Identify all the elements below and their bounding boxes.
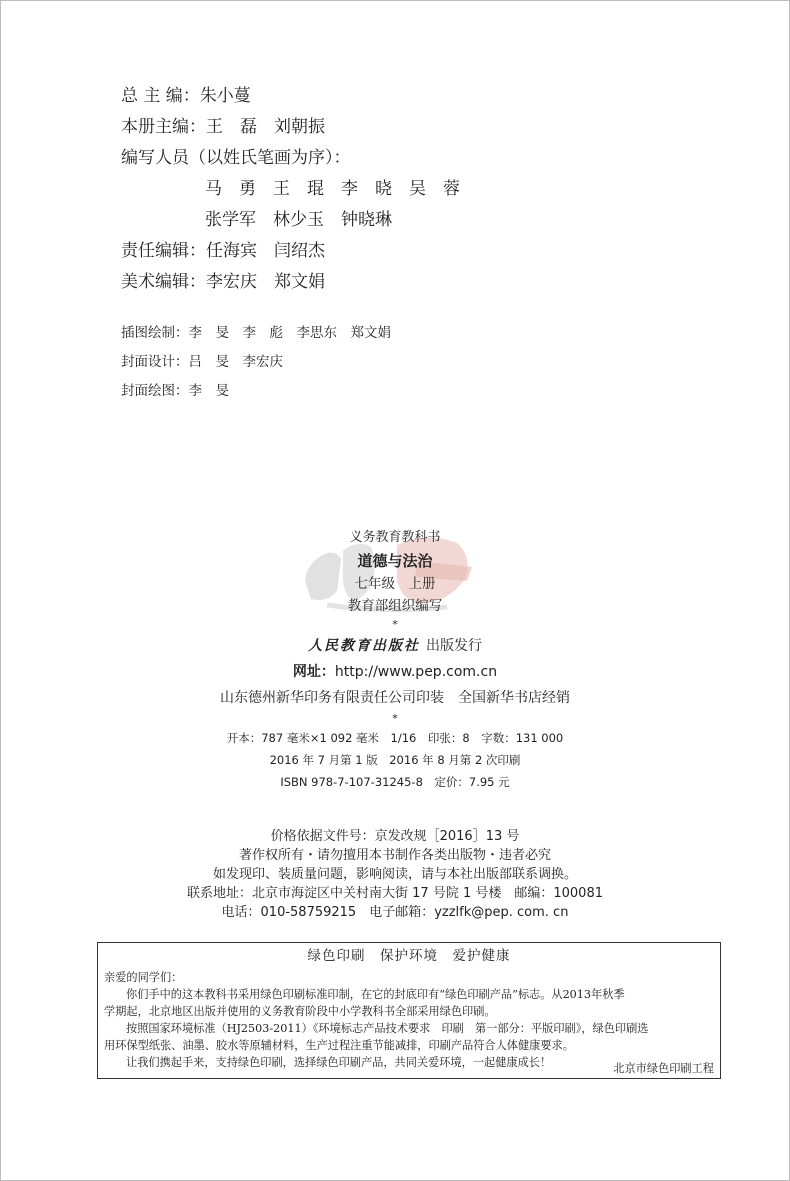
separator-star: * [392, 618, 398, 631]
credit-line: 美术编辑：李宏庆 郑文娟 [121, 272, 325, 292]
credit-line: 责任编辑：任海宾 闫绍杰 [121, 241, 325, 261]
credit-line: 本册主编：王 磊 刘朝振 [121, 117, 325, 137]
notice-signature: 北京市绿色印刷工程 [613, 1062, 714, 1075]
notice-line: 用环保型纸张、油墨、胶水等原辅材料，生产过程注重节能减排，印刷产品符合人体健康要求。 [104, 1039, 574, 1052]
rights-line: 如发现印、装质量问题，影响阅读，请与本社出版部联系调换。 [212, 867, 577, 882]
credit-line: 总 主 编：朱小蔓 [121, 86, 251, 106]
series-title: 义务教育教科书 [349, 530, 441, 545]
publisher-logo: 人民教育出版社 [308, 638, 420, 654]
printer-line: 山东德州新华印务有限责任公司印装 全国新华书店经销 [220, 690, 570, 706]
rights-line: 联系地址：北京市海淀区中关村南大街 17 号院 1 号楼 邮编：100081 [187, 886, 603, 901]
notice-line: 你们手中的这本教科书采用绿色印刷标准印制，在它的封底印有“绿色印刷产品”标志。从2013年秋季 [126, 988, 625, 1001]
rights-block [1, 827, 789, 922]
credit-line: 张学军 林少玉 钟晓琳 [205, 210, 392, 230]
credit-line: 封面绘图：李 旻 [121, 383, 229, 399]
book-title: 道德与法治 [357, 552, 433, 570]
notice-line: 按照国家环境标准（HJ2503-2011）《环境标志产品技术要求 印刷 第一部分：平版印刷》，绿色印刷选 [126, 1022, 649, 1035]
website-url: http://www.pep.com.cn [334, 664, 498, 680]
credit-line: 马 勇 王 琨 李 晓 吴 蓉 [205, 179, 460, 199]
credit-line: 封面设计：吕 旻 李宏庆 [121, 354, 283, 370]
credit-line: 插图绘制：李 旻 李 彪 李思东 郑文娟 [121, 325, 391, 341]
green-printing-notice [97, 942, 721, 1079]
book-compiler: 教育部组织编写 [347, 598, 443, 614]
rights-line: 著作权所有・请勿擅用本书制作各类出版物・违者必究 [238, 848, 551, 863]
illustration-credits [121, 319, 391, 406]
notice-line: 学期起，北京地区出版并使用的义务教育阶段中小学教科书全部采用绿色印刷。 [104, 1005, 496, 1018]
book-grade: 七年级 上册 [354, 576, 436, 592]
rights-line: 电话：010-58759215 电子邮箱：yzzlfk@pep. com. cn [221, 905, 569, 920]
notice-body [98, 969, 720, 1071]
format-spec: 开本：787 毫米×1 092 毫米 1/16 印张：8 字数：131 000 [226, 731, 564, 745]
separator-star: * [392, 712, 398, 725]
website-line: 网址：http://www.pep.com.cn [292, 664, 498, 680]
publisher-line: 人民教育出版社 出版发行 [308, 638, 482, 654]
book-colophon [1, 527, 789, 793]
credit-line: 编写人员（以姓氏笔画为序）： [121, 148, 351, 168]
notice-line: 亲爱的同学们： [104, 971, 183, 984]
edition-info: 2016 年 7 月第 1 版 2016 年 8 月第 2 次印刷 [269, 753, 521, 767]
isbn-price: ISBN 978-7-107-31245-8 定价：7.95 元 [280, 775, 510, 789]
editorial-credits [121, 81, 460, 298]
notice-title: 绿色印刷 保护环境 爱护健康 [307, 948, 511, 964]
rights-line: 价格依据文件号：京发改规［2016］13 号 [270, 829, 520, 844]
notice-line: 让我们携起手来，支持绿色印刷，选择绿色印刷产品，共同关爱环境，一起健康成长！ [126, 1056, 552, 1069]
